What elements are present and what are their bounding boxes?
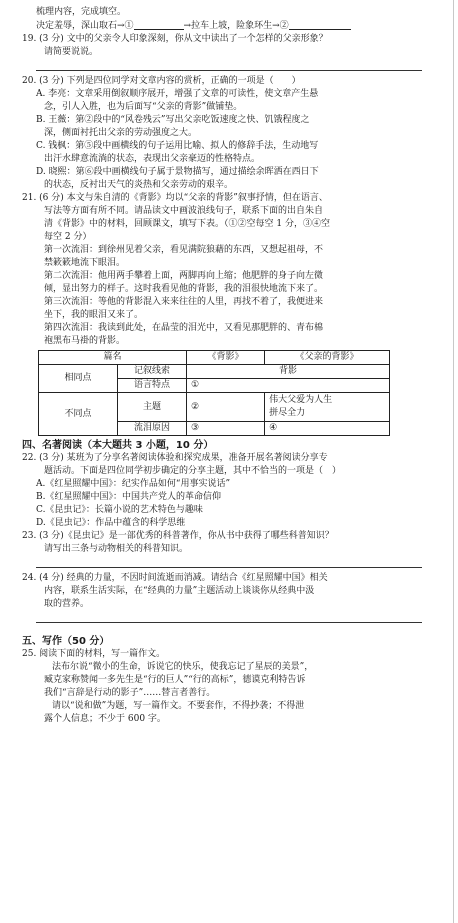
diff-points-label: 不同点 bbox=[39, 393, 118, 436]
q24-stem-cont-1: 内容，联系生活实际，在“经典的力量”主题活动上谈谈你从经典中汲 bbox=[44, 586, 315, 596]
material-tears-1: 第一次流泪：到徐州见着父亲，看见满院狼藉的东西，又想起祖母，不 bbox=[44, 245, 324, 255]
writing-requirement: 请以“说和做”为题，写一篇作文。不要套作，不得抄袭；不得泄 bbox=[52, 701, 305, 711]
material-tears-3: 第三次流泪：等他的背影混入来来往往的人里，再找不着了，我便进来 bbox=[44, 297, 324, 307]
fill-instruction: 梳理内容，完成填空。 bbox=[36, 7, 127, 17]
row-label-clue: 记叙线索 bbox=[118, 365, 187, 379]
fill-sequence-part-1: 决定羞辱，深山取石→① bbox=[36, 21, 134, 31]
q21-stem-cont-1: 写法等方面有所不同。请品读文中画波浪线句子，联系下面的出自朱自 bbox=[44, 206, 324, 216]
cell-clue: 背影 bbox=[187, 365, 390, 379]
q22-option-b: B.《红星照耀中国》：中国共产党人的革命信仰 bbox=[36, 492, 221, 502]
q20-option-b: B. 王薇：第②段中的“风卷残云”写出父亲吃饭速度之快、饥饿程度之 bbox=[36, 115, 310, 125]
material-tears-3-cont: 坐下，我的眼泪又来了。 bbox=[44, 310, 144, 320]
q23-answer-line[interactable] bbox=[36, 556, 422, 568]
q20-option-c: C. 钱枫：第⑤段中画横线的句子运用比喻、拟人的修辞手法，生动地写 bbox=[36, 141, 319, 151]
q20-option-a: A. 李亮：文章采用倒叙顺序展开，增强了文章的可读性，使文章产生悬 bbox=[36, 89, 319, 99]
same-points-label: 相同点 bbox=[39, 365, 118, 393]
table-header-row bbox=[39, 351, 390, 365]
table-row bbox=[39, 365, 390, 379]
row-label-language: 语言特点 bbox=[118, 379, 187, 393]
q21-stem: 21. (6 分) 本文与朱自清的《背影》均以“父亲的背影”叙事抒情，但在语言、 bbox=[22, 193, 328, 203]
cell-theme-right-line2: 拼尽全力 bbox=[269, 408, 306, 418]
q20-option-a-cont: 念，引人入胜，也为后面写“父亲的背影”做铺垫。 bbox=[44, 102, 243, 112]
material-para-1: 法布尔说“微小的生命，诉说它的快乐，使我忘记了星辰的美景”， bbox=[52, 662, 314, 672]
q23-stem: 23. (3 分)《昆虫记》是一部优秀的科普著作，你从书中获得了哪些科普知识？ bbox=[22, 531, 334, 541]
material-tears-2: 第二次流泪：他用两手攀着上面，两脚再向上缩；他肥胖的身子向左微 bbox=[44, 271, 324, 281]
row-label-tears: 流泪原因 bbox=[118, 422, 187, 436]
material-tears-4-cont: 袍黑布马褂的背影。 bbox=[44, 336, 126, 346]
q22-option-d: D.《昆虫记》：作品中蕴含的科学思维 bbox=[36, 518, 186, 528]
q24-stem-cont-2: 取的营养。 bbox=[44, 599, 90, 609]
cell-theme-right-line1: 伟大父爱为人生 bbox=[269, 395, 333, 405]
answer-cell-2[interactable]: ② bbox=[187, 393, 265, 422]
q24-answer-line[interactable] bbox=[36, 611, 422, 623]
table-row bbox=[39, 393, 390, 422]
row-label-theme: 主题 bbox=[118, 393, 187, 422]
blank-1-field[interactable] bbox=[134, 19, 184, 30]
blank-2-field[interactable] bbox=[289, 19, 351, 30]
q21-stem-cont-2: 清《背影》中的材料，回顾课文，填写下表。（①②空每空 1 分，③④空 bbox=[44, 219, 330, 229]
q20-stem: 20. (3 分) 下列是四位同学对文章内容的赏析，正确的一项是（ ） bbox=[22, 76, 301, 86]
answer-cell-3[interactable]: ③ bbox=[187, 422, 265, 436]
q20-option-b-cont: 深，侧面衬托出父亲的劳动强度之大。 bbox=[44, 128, 198, 138]
section-5-title: 五、写作（50 分） bbox=[22, 636, 110, 647]
fill-sequence-part-2: →拉车上坡，险象环生→② bbox=[183, 21, 289, 31]
header-title: 篇名 bbox=[39, 351, 187, 365]
q19-stem: 19. (3 分) 文中的父亲令人印象深刻，你从文中读出了一个怎样的父亲形象？ bbox=[22, 34, 328, 44]
fill-sequence bbox=[22, 19, 422, 33]
material-tears-4: 第四次流泪：我读到此处，在晶莹的泪光中，又看见那肥胖的、青布棉 bbox=[44, 323, 324, 333]
header-fuqin-beiying: 《父亲的背影》 bbox=[265, 351, 390, 365]
answer-cell-4[interactable]: ④ bbox=[265, 422, 390, 436]
q22-stem-cont: 题活动。下面是四位同学初步确定的分享主题，其中不恰当的一项是（ ） bbox=[44, 466, 342, 476]
q20-option-d: D. 晓熙：第⑥段中画横线句子属于景物描写，通过描绘余晖洒在西日下 bbox=[36, 167, 319, 177]
q19-answer-line[interactable] bbox=[36, 59, 422, 71]
q19-stem-cont: 请简要说说。 bbox=[44, 47, 99, 57]
section-4-title: 四、名著阅读（本大题共 3 小题，10 分） bbox=[22, 440, 214, 451]
cell-theme-right bbox=[265, 393, 390, 422]
material-para-1-cont-2: 我们“言辞是行动的影子”……替言者善行。 bbox=[44, 688, 216, 698]
q22-stem: 22. (3 分) 某班为了分享名著阅读体验和探究成果，准备开展名著阅读分享专 bbox=[22, 453, 328, 463]
q23-stem-cont: 请写出三条与动物相关的科普知识。 bbox=[44, 544, 189, 554]
material-tears-2-cont: 倾，显出努力的样子。这时我看见他的背影，我的泪很快地流下来了。 bbox=[44, 284, 324, 294]
q20-option-d-cont: 的状态，反衬出天气的炎热和父亲劳动的艰辛。 bbox=[44, 180, 234, 190]
comparison-table bbox=[38, 350, 390, 436]
writing-requirement-cont: 露个人信息；不少于 600 字。 bbox=[44, 714, 166, 724]
answer-cell-1[interactable]: ① bbox=[187, 379, 390, 393]
material-tears-1-cont: 禁簌簌地流下眼泪。 bbox=[44, 258, 126, 268]
page-edge-divider bbox=[453, 0, 454, 923]
q22-option-c: C.《昆虫记》：长篇小说的艺术特色与趣味 bbox=[36, 505, 203, 515]
q22-option-a: A.《红星照耀中国》：纪实作品如何“用事实说话” bbox=[36, 479, 231, 489]
q24-stem: 24. (4 分) 经典的力量，不因时间流逝而消减。请结合《红星照耀中国》相关 bbox=[22, 573, 328, 583]
material-para-1-cont-1: 臧克家称赞闻一多先生是“行的巨人”“行的高标”，德谟克利特告诉 bbox=[44, 675, 306, 685]
q20-option-c-cont: 出汗水肆意流淌的状态，表现出父亲豪迈的性格特点。 bbox=[44, 154, 261, 164]
q25-stem: 25. 阅读下面的材料，写一篇作文。 bbox=[22, 649, 166, 659]
header-beiying: 《背影》 bbox=[187, 351, 265, 365]
q21-stem-cont-3: 每空 2 分） bbox=[44, 232, 92, 242]
